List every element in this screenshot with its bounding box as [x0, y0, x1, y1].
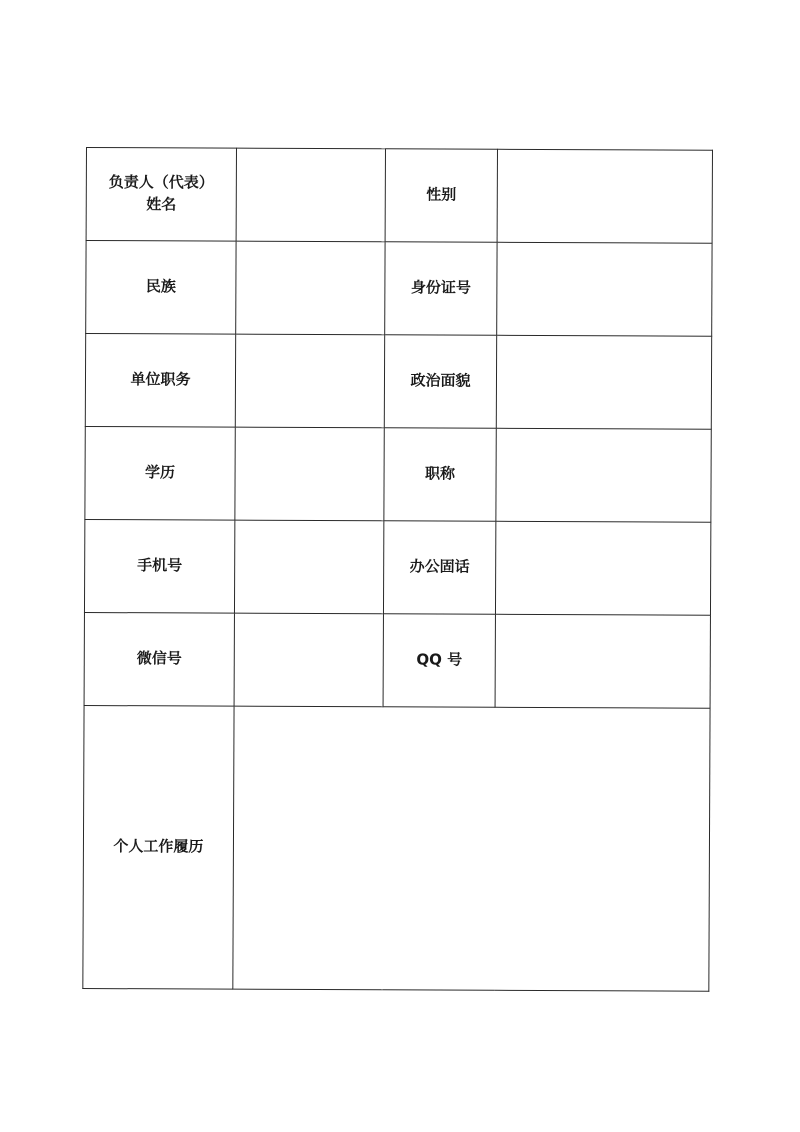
form-row-work-history — [83, 705, 710, 991]
mobile-label: 手机号 — [137, 556, 183, 575]
label-cell-professional-title — [384, 428, 496, 521]
form-row-wechat-qq — [84, 612, 710, 708]
education-label: 学历 — [145, 463, 176, 482]
qq-field[interactable] — [495, 614, 710, 708]
label-cell-political-status — [384, 335, 496, 428]
ethnicity-field[interactable] — [236, 241, 385, 335]
ethnicity-label: 民族 — [145, 277, 176, 296]
professional-title-field[interactable] — [496, 428, 711, 522]
office-phone-field[interactable] — [495, 521, 710, 615]
education-field[interactable] — [235, 427, 384, 521]
office-phone-label: 办公固话 — [409, 557, 470, 576]
label-cell-id-number — [385, 242, 497, 335]
work-history-field[interactable] — [233, 706, 710, 991]
form-row-education-title — [85, 426, 711, 522]
form-row-name-gender — [86, 148, 712, 244]
label-cell-mobile — [84, 519, 234, 613]
gender-field[interactable] — [497, 149, 712, 243]
form-row-mobile-office — [84, 519, 710, 615]
label-cell-office-phone — [383, 521, 495, 614]
registration-form-table — [82, 147, 713, 992]
professional-title-label: 职称 — [425, 464, 456, 483]
leader-name-field[interactable] — [236, 148, 385, 242]
form-row-ethnicity-id — [86, 241, 712, 337]
label-cell-ethnicity — [86, 241, 236, 335]
mobile-field[interactable] — [234, 520, 383, 614]
work-history-label: 个人工作履历 — [113, 837, 204, 856]
label-cell-position — [85, 334, 235, 428]
position-field[interactable] — [235, 334, 384, 428]
political-status-field[interactable] — [496, 335, 711, 429]
label-cell-leader-name — [86, 148, 236, 242]
form-row-position-political — [85, 334, 711, 430]
qq-label: QQ 号 — [416, 650, 463, 669]
wechat-label: 微信号 — [136, 649, 182, 668]
label-cell-education — [85, 426, 235, 520]
id-number-field[interactable] — [497, 242, 712, 336]
label-cell-work-history — [83, 705, 234, 989]
gender-label: 性别 — [426, 185, 457, 204]
label-cell-wechat — [84, 612, 234, 706]
label-cell-gender — [385, 149, 497, 242]
leader-name-label: 负责人（代表） 姓名 — [108, 173, 214, 214]
label-cell-qq — [383, 614, 495, 707]
id-number-label: 身份证号 — [410, 278, 471, 297]
position-label: 单位职务 — [130, 370, 191, 389]
wechat-field[interactable] — [234, 613, 383, 707]
political-status-label: 政治面貌 — [410, 371, 471, 390]
